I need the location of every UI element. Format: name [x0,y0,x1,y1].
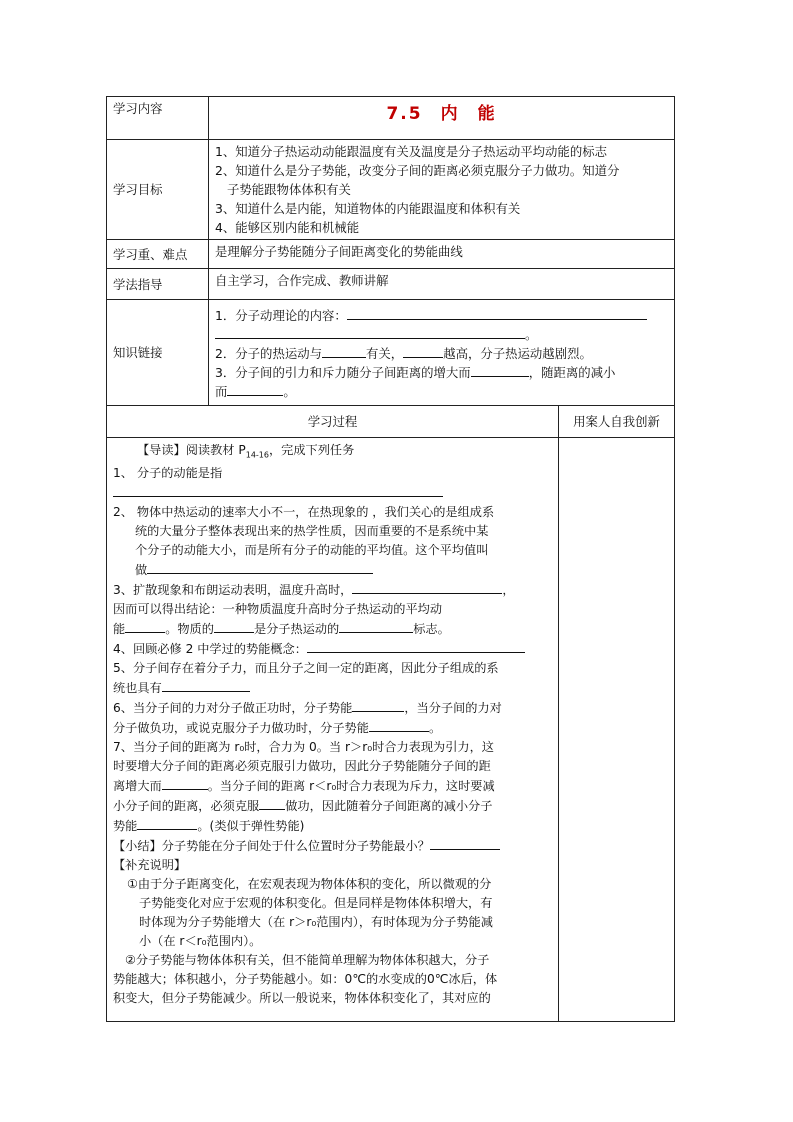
text: 做 [135,563,148,578]
text: 是分子热运动的 [253,622,340,637]
link-item-2: 2．分子的热运动与 [215,346,323,361]
goal-item: 2、知道什么是分子势能，改变分子间的距离必须克服分子力做功。知道分 [215,163,620,178]
title-char-1: 内 [440,104,460,124]
answer-blank [147,560,373,574]
text: 标志。 [413,622,450,637]
answer-blank [215,325,525,339]
process-content [107,438,559,1022]
lesson-table [106,96,675,1022]
goal-item: 3、知道什么是内能，知道物体的内能跟温度和体积有关 [215,201,521,216]
answer-blank [471,363,529,377]
answer-blank [125,619,165,633]
text: 。物质的 [165,622,214,637]
goal-item: 子势能跟物体体积有关 [227,182,351,197]
guide-text: 【导读】阅读教材 P [137,443,246,457]
goal-item: 4、能够区别内能和机械能 [215,220,360,235]
punct: 。 [283,384,296,399]
method-label: 学法指导 [107,269,209,300]
supplement-note-2: ②分子势能与物体体积有关，但不能简单理解为物体体积越大，分子 [125,953,490,968]
answer-blank [227,382,283,396]
text: 势能 [113,819,138,834]
answer-blank [307,639,525,653]
process-row [107,438,675,1022]
title-number: 7.5 [386,104,423,124]
goal-item: 1、知道分子热运动动能跟温度有关及温度是分子热运动平均动能的标志 [215,144,607,159]
question-1: 1、 分子的动能是指 [113,466,223,481]
title-char-2: 能 [477,104,497,124]
key-row [107,240,675,269]
supplement-heading: 【补充说明】 [113,858,187,873]
text: ，完成下列任务 [268,443,355,457]
text: 统也具有 [113,681,162,696]
text: 统的大量分子整体表现出来的热学性质，因而重要的不是系统中某 [135,524,489,539]
question-6: 6、当分子间的力对分子做正功时，分子势能 [113,701,353,716]
punct: 。 [525,327,538,342]
text: 个分子的动能大小，而是所有分子的动能的平均值。这个平均值叫 [135,543,489,558]
text: 时体现为分子势能增大（在 r＞r₀范围内），有时体现为分子势能减 [139,915,493,930]
process-header-row [107,406,675,438]
text: 小分子间的距离，必须克服 [113,799,260,814]
text: 因而可以得出结论：一种物质温度升高时分子热运动的平均动 [113,602,443,617]
question-5: 5、分子间存在着分子力，而且分子之间一定的距离，因此分子组成的系 [113,661,499,676]
answer-blank [369,718,429,732]
question-7: 7、当分子间的距离为 r₀时，合力为 0。当 r＞r₀时合力表现为引力，这 [113,740,494,755]
answer-blank [259,796,285,810]
text: ，当分子间的力对 [404,701,502,716]
text: 子势能变化对应于宏观的体积变化。但是同样是物体体积增大，有 [139,896,493,911]
text: ，随距离的减小 [528,365,616,380]
text: 时要增大分子间的距离必须克服引力做功，因此分子势能随分子间的距 [113,759,491,774]
key-text: 是理解分子势能随分子间距离变化的势能曲线 [209,240,675,269]
text: 有关， [366,346,404,361]
text: 。(类似于弹性势能) [197,819,305,834]
answer-blank [322,344,366,358]
answer-blank [214,619,254,633]
answer-blank [113,483,443,497]
key-label: 学习重、难点 [107,240,209,269]
answer-blank [339,619,413,633]
answer-blank [162,678,250,692]
text: 离增大而 [113,779,162,794]
page-range: 14-16 [245,450,269,460]
text: 势能越大；体积越小，分子势能越小。如：0℃的水变成的0℃冰后，体 [113,972,498,987]
goals-content [209,140,675,240]
summary-question: 【小结】分子势能在分子间处于什么位置时分子势能最小？ [113,839,430,854]
text: 能 [113,622,126,637]
punct: 。 [428,721,442,736]
side-notes-cell[interactable] [559,438,675,1022]
answer-blank [403,344,443,358]
side-header: 用案人自我创新 [559,406,675,438]
text: 而 [215,384,228,399]
question-3: 3、扩散现象和布朗运动表明，温度升高时， [113,583,353,598]
answer-blank [347,306,647,320]
goals-row [107,140,675,240]
lesson-plan-page [106,96,674,1022]
answer-blank [137,816,197,830]
links-row [107,300,675,406]
question-4: 4、回顾必修 2 中学过的势能概念： [113,642,307,657]
method-text: 自主学习，合作完成、教师讲解 [209,269,675,300]
link-item-1: 1．分子动理论的内容： [215,308,347,323]
links-label: 知识链接 [107,300,209,406]
text: 小（在 r＜r₀范围内）。 [139,934,262,949]
goals-label: 学习目标 [107,140,209,240]
text: 分子做负功，或说克服分子力做功时，分子势能 [113,721,369,736]
answer-blank [162,776,208,790]
links-content [209,300,675,406]
answer-blank [430,836,500,850]
lesson-title [209,97,675,140]
method-row [107,269,675,300]
text: 做功，因此随着分子间距离的减小分子 [285,799,493,814]
answer-blank [352,580,502,594]
punct: ， [502,583,515,598]
link-item-3: 3．分子间的引力和斥力随分子间距离的增大而 [215,365,471,380]
text: 越高，分子热运动越剧烈。 [443,346,592,361]
supplement-note-1: ①由于分子距离变化，在宏观表现为物体体积的变化，所以微观的分 [127,877,492,892]
answer-blank [352,698,404,712]
text: 积变大，但分子势能减少。所以一般说来，物体体积变化了，其对应的 [113,991,491,1006]
process-header: 学习过程 [107,406,559,438]
question-2: 2、 物体中热运动的速率大小不一，在热现象的 ，我们关心的是组成系 [113,505,495,520]
text: 。当分子间的距离 r＜r₀时合力表现为斥力，这时要减 [207,779,495,794]
content-label: 学习内容 [107,97,209,140]
title-row [107,97,675,140]
